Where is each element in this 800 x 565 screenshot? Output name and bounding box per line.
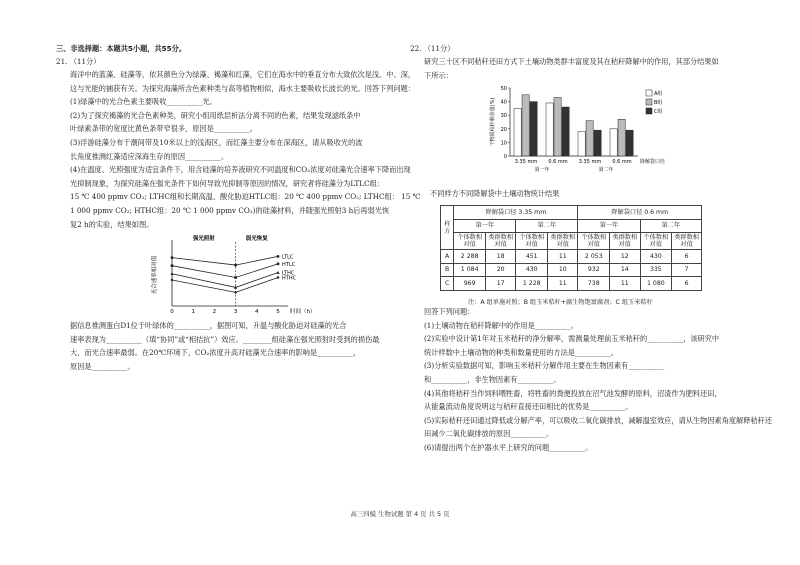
x-tick-label: 2	[212, 309, 217, 315]
legend-label: LTHC	[282, 270, 295, 277]
photosynthesis-line-chart	[150, 234, 316, 316]
year-label: 第二年	[516, 219, 578, 233]
row-header: 样方	[441, 206, 454, 250]
text-line: (2)实验中设计第1年对玉米秸秆的净分解率，需测量处理前玉米秸秆的__________，该研究中	[424, 334, 720, 344]
region-label: 强光照射	[192, 236, 215, 242]
table-cell: 2 053	[578, 250, 610, 264]
x-tick-label: 0	[170, 309, 174, 315]
text-line: 15 ℃ 400 ppmv CO₂; LTHC组和长期高温、酸化胁迫HTLC组：20 ℃ 400 ppmv CO₂; LTHC组： 15 ℃	[70, 192, 421, 202]
table-cell: 430	[516, 263, 548, 277]
legend-label: HTLC	[282, 261, 296, 268]
text-line: 原因是__________。	[70, 361, 135, 371]
table-cell: 2 288	[454, 250, 486, 264]
q22-questions	[410, 305, 772, 455]
table-cell: 11	[610, 277, 640, 291]
table-subheader: 个体数相对值	[578, 233, 610, 250]
text-line: 复2 h的实验，结果如图。	[70, 219, 154, 229]
legend-label: HTHC	[282, 275, 297, 282]
bar-B组	[554, 98, 561, 156]
q22-intro	[410, 55, 760, 82]
table-subheader: 类群数相对值	[610, 233, 640, 250]
x-tick-label: 1	[191, 309, 195, 315]
group-label: 0.6 mm	[612, 159, 632, 165]
data-point	[234, 291, 237, 294]
data-point	[234, 276, 237, 279]
series-line-lthc	[172, 273, 278, 288]
bar-C组	[594, 130, 601, 156]
q22-heading: 22. （11分）	[410, 44, 455, 53]
straw-residue-bar-chart	[488, 82, 688, 178]
table-subheader: 类群数相对值	[486, 233, 516, 250]
region-label: 弱光恢复	[245, 236, 268, 242]
x-tick-label: 5	[276, 309, 280, 315]
table-note: 注：A 组单施对照；B 组玉米秸秆+腐生物饱富腐剂；C 组玉米秸秆	[468, 299, 653, 306]
legend-label: C组	[654, 109, 663, 115]
table-cell: 932	[578, 263, 610, 277]
data-point	[171, 256, 174, 259]
text-line: 大，而光合速率最弱。在20℃环境下，CO₂浓度升高对硅藻光合速率的影响是__________，	[70, 348, 361, 358]
table-row	[441, 277, 702, 291]
series-line-ltlc	[172, 256, 278, 265]
text-line: 1 000 ppmv CO₂; HTHC组：20 ℃ 1 000 ppmv CO₂)的硅藻材料，并随强光照射3 h后再弱光恢	[70, 205, 390, 215]
table-cell: 11	[548, 277, 578, 291]
table-cell: 1 228	[516, 277, 548, 291]
text-line: 叶绿素条带的宽度比黄色条带窄很多，原因是__________。	[70, 124, 257, 134]
table-cell: 14	[610, 263, 640, 277]
table-subheader: 类群数相对值	[548, 233, 578, 250]
legend-swatch	[646, 99, 652, 105]
table-title: 不同样方不同降解袋中土壤动物统计结果	[430, 189, 560, 198]
y-tick-label: 10	[500, 140, 507, 147]
legend-label: B组	[654, 100, 663, 106]
table-cell: 335	[640, 263, 672, 277]
col-group-2: 降解袋口径 0.6 mm	[578, 206, 702, 220]
year-label: 第一年	[578, 219, 640, 233]
table-cell: 20	[486, 263, 516, 277]
group-label: 3.35 mm	[514, 159, 538, 165]
table-cell: 969	[454, 277, 486, 291]
bar-C组	[530, 102, 537, 156]
text-line: (1)土壤动物在秸秆降解中的作用是__________。	[424, 320, 578, 330]
table-row	[441, 263, 702, 277]
bar-C组	[626, 130, 633, 156]
table-cell: 451	[516, 250, 548, 264]
year-label: 第一年	[454, 219, 516, 233]
legend-swatch	[646, 108, 652, 114]
table-subheader: 个体数相对值	[516, 233, 548, 250]
page-footer: 高三四模 生物试题 第 4 页 共 5 页	[350, 510, 450, 518]
y-tick-label: 50	[500, 86, 507, 92]
soil-animal-table	[440, 205, 702, 291]
legend-label: LTLC	[282, 254, 294, 261]
text-line: 这与光能的捕获有关。为探究海藻所含色素种类与高等植物相似，海水主要吸收长波长的光。回答下列问题：	[70, 83, 416, 93]
table-cell: 10	[548, 263, 578, 277]
table-cell: 738	[578, 277, 610, 291]
table-subheader: 类群数相对值	[672, 233, 702, 250]
table-cell: 11	[548, 250, 578, 264]
y-axis-label: 光合速率相对值	[152, 255, 158, 295]
text-line: 下所示：	[424, 70, 453, 80]
table-subheader: 个体数相对值	[454, 233, 486, 250]
row-label: A	[441, 250, 454, 264]
y-tick-label: 30	[500, 113, 507, 120]
table-cell: 1 080	[640, 277, 672, 291]
legend-label: A组	[654, 91, 663, 97]
text-line: 海洋中的蓝藻、硅藻等，依其颜色分为绿藻、褐藻和红藻，它们在海水中的垂直分布大致依次是浅、中、深，	[70, 70, 416, 79]
x-axis-label: 降解袋口径	[640, 159, 666, 165]
text-line: (4)在温度、光照强度为适宜条件下，用含硅藻的培养液研究不同温度和CO₂浓度对硅藻光合速率下降而出现	[70, 165, 411, 175]
text-line: (5)实际秸秆还田通过降低或分解产率，可以吸收二氧化碳排放，减解温室效应，请从生物因素角度解释秸秆还	[424, 415, 772, 425]
text-line: (4)其他将秸秆当作饲料喂牲畜，将牲畜的粪便投放在沼气池发酵的原料，沼渣作为肥料还田，	[424, 388, 722, 398]
table-cell: 17	[486, 277, 516, 291]
text-line: 长角度推测红藻适应深海生存的原因__________。	[70, 151, 229, 161]
x-tick-label: 3	[233, 309, 238, 315]
text-line: 回答下列问题：	[424, 307, 475, 316]
table-row	[441, 250, 702, 264]
data-point	[277, 255, 280, 258]
table-cell: 6	[672, 250, 702, 264]
bar-A组	[610, 129, 617, 156]
table-subheader: 个体数相对值	[640, 233, 672, 250]
text-line: 统计样数中土壤动物的种类和数量使用的方法是__________。	[424, 347, 619, 357]
year-label: 第二年	[640, 219, 702, 233]
y-axis-label: 干物质秸秆剩余量(%)	[490, 97, 496, 147]
x-tick-label: 4	[255, 309, 259, 315]
data-point	[276, 276, 279, 279]
x-axis-label: 时间（h）	[290, 309, 316, 315]
table-cell: 6	[672, 277, 702, 291]
bar-A组	[578, 132, 585, 156]
text-line: 据信息推测蛋白D1位于叶绿体的__________，据图可知，升温与酸化胁迫对硅藻的光合	[70, 321, 347, 330]
y-tick-label: 0	[503, 154, 507, 160]
year-label: 第二年	[598, 167, 614, 173]
text-line: 田减少二氧化碳排放的原因__________。	[424, 429, 554, 439]
col-group-1: 降解袋口径 3.35 mm	[454, 206, 578, 220]
legend-swatch	[646, 90, 652, 96]
year-label: 第一年	[534, 167, 550, 173]
text-line: 和__________，非生物因素有__________。	[424, 374, 561, 384]
bar-B组	[618, 119, 625, 156]
section-header: 三、非选择题：本题共5小题，共55分。	[56, 44, 187, 53]
bar-A组	[546, 103, 553, 156]
text-line: (3)分析实验数据可知，影响玉米秸秆分解作用主要在生物因素有__________	[424, 361, 665, 371]
text-line: (3)浮游硅藻分布于潮间带及10米以上的浅海区，而红藻主要分布在深海区，请从吸收光的波	[70, 137, 363, 147]
data-point	[234, 264, 237, 267]
y-tick-label: 40	[500, 99, 507, 106]
text-line: (2)为了探究褐藻的光合色素种类，研究小组用纸层析法分离不同的色素，结果发现滤纸条中	[70, 110, 361, 120]
data-point	[277, 263, 280, 266]
text-line: 速率表现为__________（填“协同”或“相拮抗”）效应。________组硅藻在强光照射时受到的损伤最	[70, 334, 380, 344]
group-label: 0.6 mm	[548, 159, 568, 165]
text-line: 从能量流动角度说明这与秸秆直接还田相比的优势是__________。	[424, 402, 633, 412]
data-point	[170, 278, 173, 281]
group-label: 3.35 mm	[578, 159, 602, 165]
table-cell: 12	[610, 250, 640, 264]
row-label: B	[441, 263, 454, 277]
q21-heading: 21. （11分）	[56, 57, 101, 66]
row-label: C	[441, 277, 454, 291]
bar-B组	[522, 95, 529, 156]
bar-A组	[514, 108, 521, 156]
series-line-htlc	[172, 264, 278, 278]
table-cell: 7	[672, 263, 702, 277]
q21-body	[56, 68, 421, 231]
bar-B组	[586, 121, 593, 156]
table-cell: 430	[640, 250, 672, 264]
data-point	[171, 264, 174, 267]
text-line: 研究三十区不同秸秆还田方式下土壤动物类群丰富度及其在秸秆降解中的作用，其部分结果如	[424, 57, 719, 66]
text-line: (1)绿藻中的光合色素主要吸收__________光。	[70, 97, 217, 107]
data-point	[276, 271, 279, 274]
table-cell: 1 084	[454, 263, 486, 277]
table-cell: 18	[486, 250, 516, 264]
bar-C组	[562, 107, 569, 156]
text-line: (6)请提出两个在护器水平上研究的问题__________。	[424, 442, 593, 452]
y-tick-label: 20	[500, 126, 507, 133]
q21-questions	[56, 319, 386, 373]
text-line: 光抑制现象，为探究硅藻在强光条件下如何导致光抑制等原因的情况，研究者将硅藻分为LTLC组：	[70, 178, 384, 188]
